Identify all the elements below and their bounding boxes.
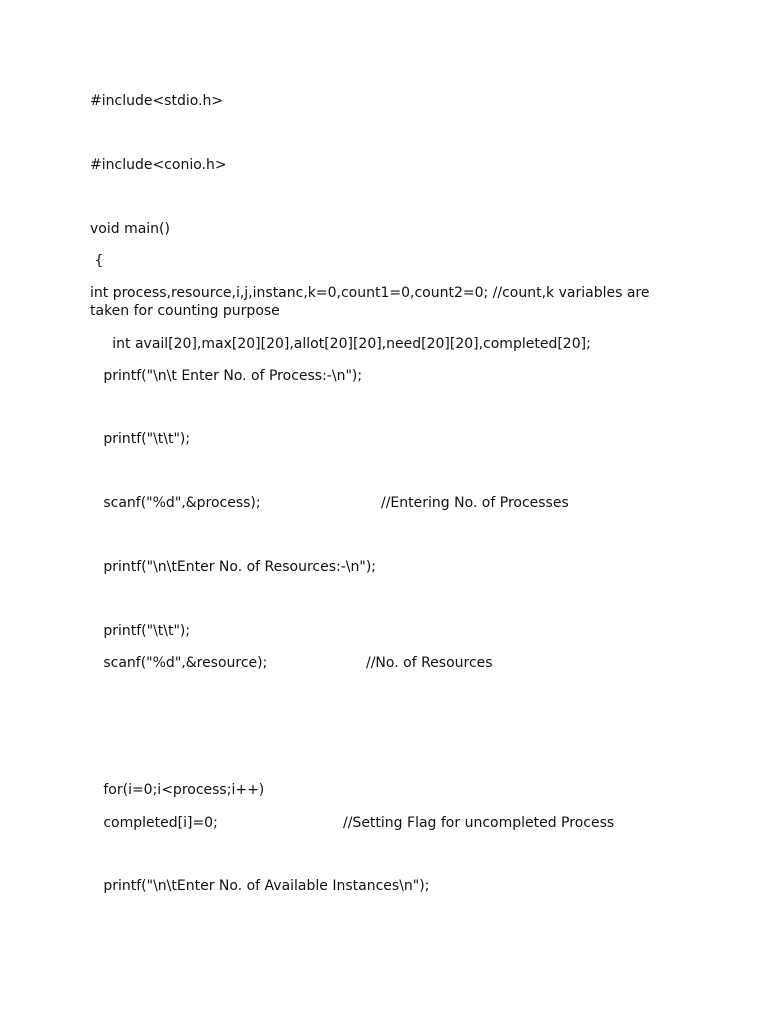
code-line-main-signature: void main() — [90, 221, 170, 237]
code-line-scanf-process: scanf("%d",&process); — [90, 495, 261, 511]
code-line-variable-declaration: int process,resource,i,j,instanc,k=0,count1=0,count2=0; //count,k variables are taken for counting purpose — [90, 285, 650, 319]
code-comment-resources: //No. of Resources — [366, 655, 493, 671]
code-line-completed-init: completed[i]=0; — [90, 815, 218, 831]
code-line-include-conio: #include<conio.h> — [90, 157, 227, 173]
code-comment-flag: //Setting Flag for uncompleted Process — [343, 815, 615, 831]
code-line-array-declaration: int avail[20],max[20][20],allot[20][20],need[20][20],completed[20]; — [90, 336, 591, 352]
code-line-printf-tabs-1: printf("\t\t"); — [90, 431, 191, 447]
code-line-scanf-resource: scanf("%d",&resource); — [90, 655, 268, 671]
code-line-printf-available: printf("\n\tEnter No. of Available Instances\n"); — [90, 878, 430, 894]
code-comment-processes: //Entering No. of Processes — [381, 495, 569, 511]
code-line-for-loop: for(i=0;i<process;i++) — [90, 782, 265, 798]
code-line-include-stdio: #include<stdio.h> — [90, 93, 224, 109]
code-line-open-brace: { — [90, 253, 104, 269]
code-line-printf-tabs-2: printf("\t\t"); — [90, 623, 191, 639]
code-line-printf-resources: printf("\n\tEnter No. of Resources:-\n"); — [90, 559, 377, 575]
code-line-printf-process: printf("\n\t Enter No. of Process:-\n"); — [90, 368, 363, 384]
